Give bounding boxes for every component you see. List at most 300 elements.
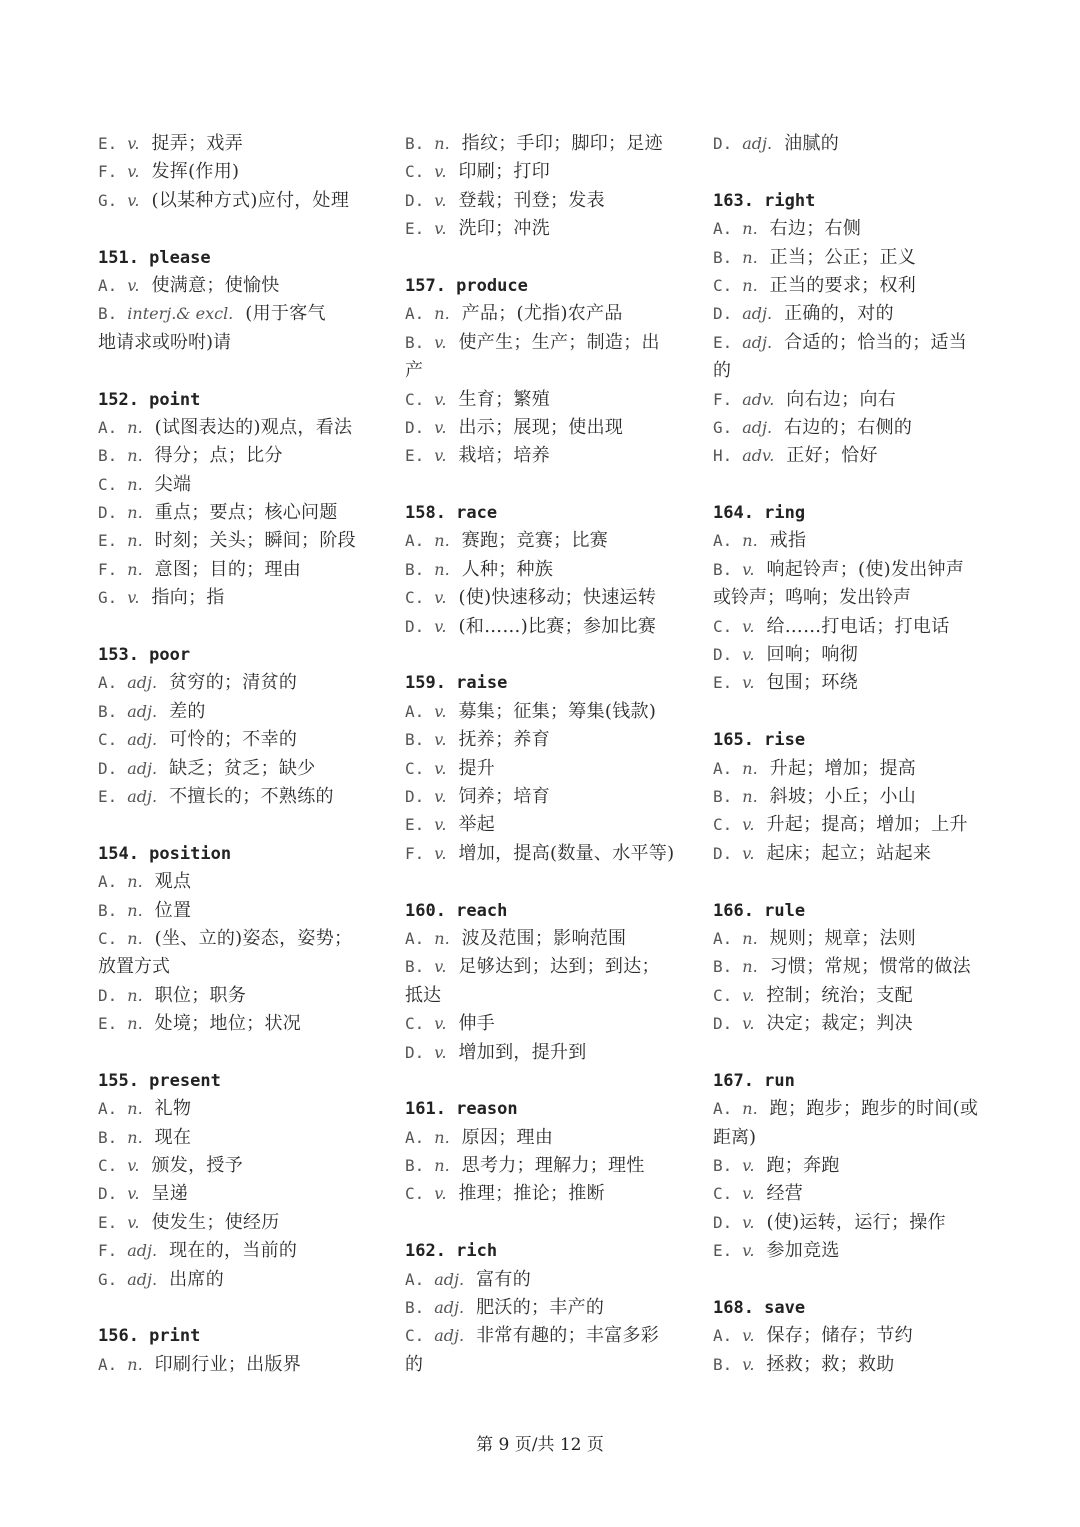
part-of-speech: adj. xyxy=(127,1269,158,1289)
entry-spacer xyxy=(405,1067,677,1095)
sense-definition: 登载；刊登；发表 xyxy=(458,189,605,211)
part-of-speech: v. xyxy=(742,1156,755,1176)
sense-definition: (用于客气 xyxy=(245,303,326,325)
entry-headword: 163. right xyxy=(713,190,816,211)
sense-line xyxy=(98,783,370,811)
sense-definition: 栽培；培养 xyxy=(458,445,550,467)
sense-letter: F. xyxy=(98,1241,118,1261)
sense-line xyxy=(405,1039,677,1067)
part-of-speech: v. xyxy=(742,1014,755,1034)
sense-definition: (使)快速移动；快速运转 xyxy=(458,587,657,609)
sense-letter: C. xyxy=(405,1184,425,1204)
sense-line xyxy=(98,556,370,584)
sense-letter: D. xyxy=(98,985,118,1005)
sense-line xyxy=(405,840,677,868)
entry-headword: 152. point xyxy=(98,389,201,410)
sense-letter: H. xyxy=(713,446,733,466)
part-of-speech: adj. xyxy=(742,134,773,153)
entry-headword: 162. rich xyxy=(405,1241,498,1262)
sense-line xyxy=(405,953,677,981)
part-of-speech: n. xyxy=(127,559,143,579)
sense-line xyxy=(98,584,370,612)
part-of-speech: adj. xyxy=(127,730,158,750)
part-of-speech: v. xyxy=(434,701,447,721)
sense-definition: 举起 xyxy=(458,814,496,836)
sense-line xyxy=(98,1152,370,1180)
part-of-speech: n. xyxy=(127,985,143,1005)
sense-letter: A. xyxy=(713,758,733,778)
entry-headword: 161. reason xyxy=(405,1099,518,1120)
part-of-speech: n. xyxy=(127,474,143,494)
sense-letter: E. xyxy=(405,219,425,239)
definition-continuation: 产 xyxy=(405,360,423,382)
sense-letter: B. xyxy=(405,957,425,977)
part-of-speech: adj. xyxy=(127,701,158,721)
sense-letter: E. xyxy=(405,446,425,466)
sense-definition: 富有的 xyxy=(476,1268,531,1290)
sense-line xyxy=(405,925,677,953)
sense-line xyxy=(405,527,677,555)
part-of-speech: adv. xyxy=(742,389,775,409)
sense-letter: C. xyxy=(98,1156,118,1176)
sense-letter: D. xyxy=(405,616,425,636)
sense-line xyxy=(713,442,985,470)
sense-letter: C. xyxy=(713,815,733,835)
sense-line xyxy=(405,783,677,811)
part-of-speech: v. xyxy=(434,758,447,778)
sense-line xyxy=(713,755,985,783)
sense-line xyxy=(405,329,677,357)
sense-definition: 洗印；冲洗 xyxy=(458,218,550,240)
entry-headword: 160. reach xyxy=(405,900,508,921)
sense-definition: 使满意；使愉快 xyxy=(151,274,280,296)
part-of-speech: v. xyxy=(742,1326,755,1346)
sense-definition: 可怜的；不幸的 xyxy=(169,729,298,751)
sense-line xyxy=(405,386,677,414)
sense-definition: 重点；要点；核心问题 xyxy=(154,502,338,524)
entry-headword: 166. rule xyxy=(713,900,806,921)
sense-definition: 出示；展现；使出现 xyxy=(458,416,624,438)
sense-definition: 跑；奔跑 xyxy=(766,1155,840,1177)
sense-line xyxy=(405,811,677,839)
entry-headword: 155. present xyxy=(98,1070,221,1091)
sense-definition: 升起；提高；增加；上升 xyxy=(766,814,968,836)
sense-letter: F. xyxy=(98,162,118,182)
sense-letter: D. xyxy=(713,134,733,153)
sense-line xyxy=(98,527,370,555)
part-of-speech: v. xyxy=(434,162,447,182)
sense-letter: E. xyxy=(98,1212,118,1232)
sense-definition: 跑；跑步；跑步的时间(或 xyxy=(769,1098,979,1120)
sense-line xyxy=(98,130,370,158)
sense-letter: E. xyxy=(713,1241,733,1261)
sense-letter: C. xyxy=(713,275,733,295)
sense-line xyxy=(713,1095,985,1123)
definition-continuation: 的 xyxy=(405,1353,423,1375)
sense-definition: 得分；点；比分 xyxy=(154,445,283,467)
part-of-speech: v. xyxy=(742,559,755,579)
sense-definition: 向右边；向右 xyxy=(786,388,897,410)
sense-letter: E. xyxy=(713,673,733,693)
sense-letter: B. xyxy=(98,1127,118,1147)
sense-definition: 肥沃的；丰产的 xyxy=(476,1297,605,1319)
sense-letter: C. xyxy=(405,758,425,778)
sense-letter: B. xyxy=(405,1156,425,1176)
definition-continuation: 距离) xyxy=(713,1126,757,1148)
part-of-speech: n. xyxy=(434,928,450,948)
sense-definition: 正好；恰好 xyxy=(786,445,878,467)
sense-line xyxy=(98,414,370,442)
entry-spacer xyxy=(98,357,370,385)
entry-headword: 156. print xyxy=(98,1326,201,1347)
part-of-speech: n. xyxy=(742,1099,758,1119)
sense-line xyxy=(405,414,677,442)
entry-headword: 165. rise xyxy=(713,730,806,751)
sense-definition: 足够达到；达到；到达； xyxy=(458,956,660,978)
part-of-speech: n. xyxy=(127,531,143,551)
entry-headword: 154. position xyxy=(98,843,232,864)
sense-line xyxy=(98,272,370,300)
sense-line xyxy=(713,641,985,669)
sense-definition: 现在 xyxy=(154,1126,192,1148)
part-of-speech: n. xyxy=(742,531,758,551)
part-of-speech: n. xyxy=(742,786,758,806)
sense-letter: D. xyxy=(405,1042,425,1062)
part-of-speech: adv. xyxy=(742,446,775,466)
sense-line xyxy=(98,1010,370,1038)
sense-definition: 增加，提高(数量、水平等) xyxy=(458,842,675,864)
part-of-speech: n. xyxy=(127,503,143,523)
sense-line xyxy=(713,215,985,243)
sense-line xyxy=(98,300,370,328)
sense-letter: B. xyxy=(98,446,118,466)
part-of-speech: adj. xyxy=(742,332,773,352)
sense-line xyxy=(98,1180,370,1208)
sense-definition: 抚养；养育 xyxy=(458,729,550,751)
entry-spacer xyxy=(98,613,370,641)
sense-definition: 非常有趣的；丰富多彩 xyxy=(476,1325,660,1347)
sense-definition: 缺乏；贫乏；缺少 xyxy=(169,757,316,779)
sense-definition: 指纹；手印；脚印；足迹 xyxy=(461,133,663,154)
sense-definition: 斜坡；小丘；小山 xyxy=(769,785,917,807)
sense-definition: 伸手 xyxy=(458,1013,496,1035)
part-of-speech: n. xyxy=(434,134,450,153)
entry-headword: 151. please xyxy=(98,247,211,268)
sense-letter: D. xyxy=(98,503,118,523)
part-of-speech: n. xyxy=(434,304,450,324)
sense-definition: 右边；右侧 xyxy=(769,218,862,240)
part-of-speech: n. xyxy=(742,275,758,295)
sense-letter: B. xyxy=(98,701,118,721)
sense-letter: D. xyxy=(713,645,733,665)
sense-line xyxy=(405,215,677,243)
part-of-speech: v. xyxy=(434,588,447,608)
sense-definition: 差的 xyxy=(169,700,206,722)
sense-letter: C. xyxy=(405,1326,425,1346)
part-of-speech: n. xyxy=(434,1156,450,1176)
part-of-speech: v. xyxy=(742,645,755,665)
sense-letter: F. xyxy=(405,843,425,863)
sense-line xyxy=(405,1010,677,1038)
sense-letter: B. xyxy=(405,559,425,579)
sense-definition: 生育；繁殖 xyxy=(458,388,550,410)
part-of-speech: n. xyxy=(127,1099,143,1119)
part-of-speech: n. xyxy=(127,417,143,437)
sense-definition: 礼物 xyxy=(154,1098,192,1120)
definition-continuation: 抵达 xyxy=(405,984,441,1006)
entry-spacer xyxy=(713,471,985,499)
part-of-speech: n. xyxy=(742,928,758,948)
part-of-speech: adj. xyxy=(742,417,773,437)
part-of-speech: v. xyxy=(434,1014,447,1034)
sense-definition: 思考力；理解力；理性 xyxy=(461,1155,645,1177)
part-of-speech: n. xyxy=(127,928,143,948)
sense-letter: A. xyxy=(713,219,733,239)
sense-definition: 贫穷的；清贫的 xyxy=(169,672,298,694)
part-of-speech: v. xyxy=(434,332,447,352)
sense-letter: A. xyxy=(405,701,425,721)
sense-line xyxy=(98,1124,370,1152)
part-of-speech: v. xyxy=(434,957,447,977)
sense-definition: 经营 xyxy=(766,1183,804,1205)
sense-letter: B. xyxy=(405,332,425,352)
sense-line xyxy=(98,755,370,783)
sense-letter: C. xyxy=(713,1184,733,1204)
part-of-speech: v. xyxy=(127,134,140,153)
entry-spacer xyxy=(713,1039,985,1067)
sense-definition: 时刻；关头；瞬间；阶段 xyxy=(154,530,356,552)
sense-definition: 现在的，当前的 xyxy=(169,1240,298,1262)
sense-definition: 颁发，授予 xyxy=(151,1155,243,1177)
part-of-speech: adj. xyxy=(127,758,158,778)
part-of-speech: adj. xyxy=(127,673,158,693)
sense-definition: (以某种方式)应付，处理 xyxy=(151,189,350,211)
part-of-speech: v. xyxy=(434,219,447,239)
entry-spacer xyxy=(405,868,677,896)
part-of-speech: v. xyxy=(127,1184,140,1204)
part-of-speech: v. xyxy=(742,1354,755,1374)
sense-letter: G. xyxy=(98,190,118,210)
sense-line xyxy=(405,1322,677,1350)
sense-line xyxy=(405,158,677,186)
entry-spacer xyxy=(405,244,677,272)
sense-definition: 使产生；生产；制造；出 xyxy=(458,331,660,353)
sense-letter: A. xyxy=(405,928,425,948)
sense-line xyxy=(713,783,985,811)
sense-definition: 尖端 xyxy=(154,473,192,495)
part-of-speech: v. xyxy=(742,1241,755,1261)
part-of-speech: n. xyxy=(742,247,758,267)
sense-line xyxy=(98,669,370,697)
sense-line xyxy=(713,272,985,300)
sense-definition: 使发生；使经历 xyxy=(151,1211,280,1233)
part-of-speech: n. xyxy=(742,758,758,778)
part-of-speech: n. xyxy=(127,872,143,892)
page-footer: 第 9 页/共 12 页 xyxy=(476,1435,604,1455)
part-of-speech: v. xyxy=(127,275,140,295)
sense-definition: 意图；目的；理由 xyxy=(154,558,302,580)
part-of-speech: v. xyxy=(742,815,755,835)
definition-continuation: 或铃声；鸣响；发出铃声 xyxy=(713,587,911,609)
sense-definition: 提升 xyxy=(458,757,496,779)
part-of-speech: n. xyxy=(127,446,143,466)
sense-letter: D. xyxy=(405,190,425,210)
sense-letter: C. xyxy=(405,588,425,608)
sense-definition: 起床；起立；站起来 xyxy=(766,842,932,864)
sense-definition: 人种；种族 xyxy=(461,558,554,580)
entry-spacer xyxy=(405,1209,677,1237)
sense-line xyxy=(405,556,677,584)
part-of-speech: v. xyxy=(742,616,755,636)
sense-letter: A. xyxy=(98,673,118,693)
definition-continuation: 的 xyxy=(713,360,731,382)
sense-definition: 位置 xyxy=(154,899,192,921)
sense-line xyxy=(713,386,985,414)
sense-letter: C. xyxy=(98,928,118,948)
sense-line xyxy=(405,1266,677,1294)
sense-letter: A. xyxy=(713,531,733,551)
sense-line xyxy=(98,187,370,215)
part-of-speech: n. xyxy=(434,559,450,579)
sense-letter: D. xyxy=(713,1212,733,1232)
sense-definition: 正确的，对的 xyxy=(784,303,894,325)
sense-definition: 印刷行业；出版界 xyxy=(154,1353,302,1375)
sense-letter: D. xyxy=(405,417,425,437)
sense-line xyxy=(405,698,677,726)
sense-letter: B. xyxy=(713,559,733,579)
sense-definition: 参加竞选 xyxy=(766,1240,840,1262)
sense-definition: 给……打电话；打电话 xyxy=(766,615,950,637)
part-of-speech: adj. xyxy=(434,1326,465,1346)
part-of-speech: adj. xyxy=(742,304,773,324)
part-of-speech: adj. xyxy=(127,786,158,806)
sense-letter: A. xyxy=(98,417,118,437)
sense-line xyxy=(713,244,985,272)
sense-definition: (使)运转，运行；操作 xyxy=(766,1211,946,1233)
sense-definition: 产品；(尤指)农产品 xyxy=(461,303,623,325)
sense-definition: 习惯；常规；惯常的做法 xyxy=(769,956,971,978)
sense-letter: E. xyxy=(98,786,118,806)
sense-letter: B. xyxy=(405,730,425,750)
part-of-speech: v. xyxy=(742,1212,755,1232)
sense-line xyxy=(405,300,677,328)
sense-line xyxy=(405,1124,677,1152)
sense-line xyxy=(713,1237,985,1265)
sense-letter: E. xyxy=(98,134,118,153)
sense-line xyxy=(405,1152,677,1180)
sense-line xyxy=(713,925,985,953)
sense-definition: 决定；裁定；判决 xyxy=(766,1013,913,1035)
sense-definition: 油腻的 xyxy=(784,133,839,154)
sense-definition: 不擅长的；不熟练的 xyxy=(169,785,334,807)
part-of-speech: v. xyxy=(742,985,755,1005)
sense-letter: E. xyxy=(98,531,118,551)
sense-line xyxy=(713,840,985,868)
sense-definition: (坐、立的)姿态，姿势； xyxy=(154,927,353,949)
sense-definition: 保存；储存；节约 xyxy=(766,1325,913,1347)
sense-definition: 职位；职务 xyxy=(154,984,247,1006)
sense-letter: B. xyxy=(713,957,733,977)
column-right xyxy=(713,130,985,1379)
entry-spacer xyxy=(713,868,985,896)
sense-line xyxy=(98,1351,370,1379)
sense-line xyxy=(713,1351,985,1379)
sense-letter: D. xyxy=(713,304,733,324)
sense-letter: G. xyxy=(713,417,733,437)
entry-spacer xyxy=(98,1039,370,1067)
part-of-speech: v. xyxy=(434,616,447,636)
sense-definition: 饲养；培育 xyxy=(458,785,550,807)
sense-line xyxy=(713,613,985,641)
sense-letter: A. xyxy=(405,304,425,324)
part-of-speech: adj. xyxy=(127,1241,158,1261)
sense-line xyxy=(405,1294,677,1322)
entry-spacer xyxy=(98,1294,370,1322)
sense-letter: D. xyxy=(98,1184,118,1204)
part-of-speech: n. xyxy=(127,1354,143,1374)
sense-definition: 回响；响彻 xyxy=(766,644,858,666)
sense-letter: C. xyxy=(713,985,733,1005)
part-of-speech: v. xyxy=(434,446,447,466)
sense-line xyxy=(713,556,985,584)
sense-letter: B. xyxy=(713,1354,733,1374)
sense-line xyxy=(713,1152,985,1180)
sense-definition: 规则；规章；法则 xyxy=(769,927,917,949)
sense-definition: 处境；地位；状况 xyxy=(154,1013,302,1035)
sense-line xyxy=(713,1180,985,1208)
sense-letter: C. xyxy=(713,616,733,636)
sense-letter: C. xyxy=(98,474,118,494)
entry-headword: 167. run xyxy=(713,1070,795,1091)
sense-line xyxy=(713,811,985,839)
sense-letter: F. xyxy=(98,559,118,579)
part-of-speech: v. xyxy=(434,190,447,210)
sense-letter: G. xyxy=(98,588,118,608)
sense-line xyxy=(98,1266,370,1294)
sense-line xyxy=(713,300,985,328)
sense-letter: D. xyxy=(98,758,118,778)
entry-headword: 153. poor xyxy=(98,645,191,666)
entry-headword: 164. ring xyxy=(713,503,806,524)
sense-definition: 印刷；打印 xyxy=(458,161,550,183)
sense-line xyxy=(713,982,985,1010)
sense-line xyxy=(405,584,677,612)
sense-letter: B. xyxy=(98,900,118,920)
sense-letter: A. xyxy=(98,275,118,295)
definition-continuation: 放置方式 xyxy=(98,956,170,978)
part-of-speech: v. xyxy=(434,389,447,409)
entry-spacer xyxy=(405,641,677,669)
part-of-speech: n. xyxy=(434,531,450,551)
part-of-speech: v. xyxy=(434,815,447,835)
sense-definition: 呈递 xyxy=(151,1183,189,1205)
sense-line xyxy=(98,1237,370,1265)
sense-line xyxy=(713,669,985,697)
entry-headword: 159. raise xyxy=(405,673,508,694)
sense-definition: 赛跑；竞赛；比赛 xyxy=(461,530,609,552)
sense-letter: A. xyxy=(98,1354,118,1374)
entry-headword: 158. race xyxy=(405,503,498,524)
sense-line xyxy=(713,1010,985,1038)
sense-letter: B. xyxy=(713,1156,733,1176)
sense-letter: D. xyxy=(713,1014,733,1034)
sense-line xyxy=(405,187,677,215)
part-of-speech: n. xyxy=(434,1127,450,1147)
part-of-speech: v. xyxy=(434,843,447,863)
sense-definition: 出席的 xyxy=(169,1268,224,1290)
entry-spacer xyxy=(98,811,370,839)
entry-spacer xyxy=(713,698,985,726)
